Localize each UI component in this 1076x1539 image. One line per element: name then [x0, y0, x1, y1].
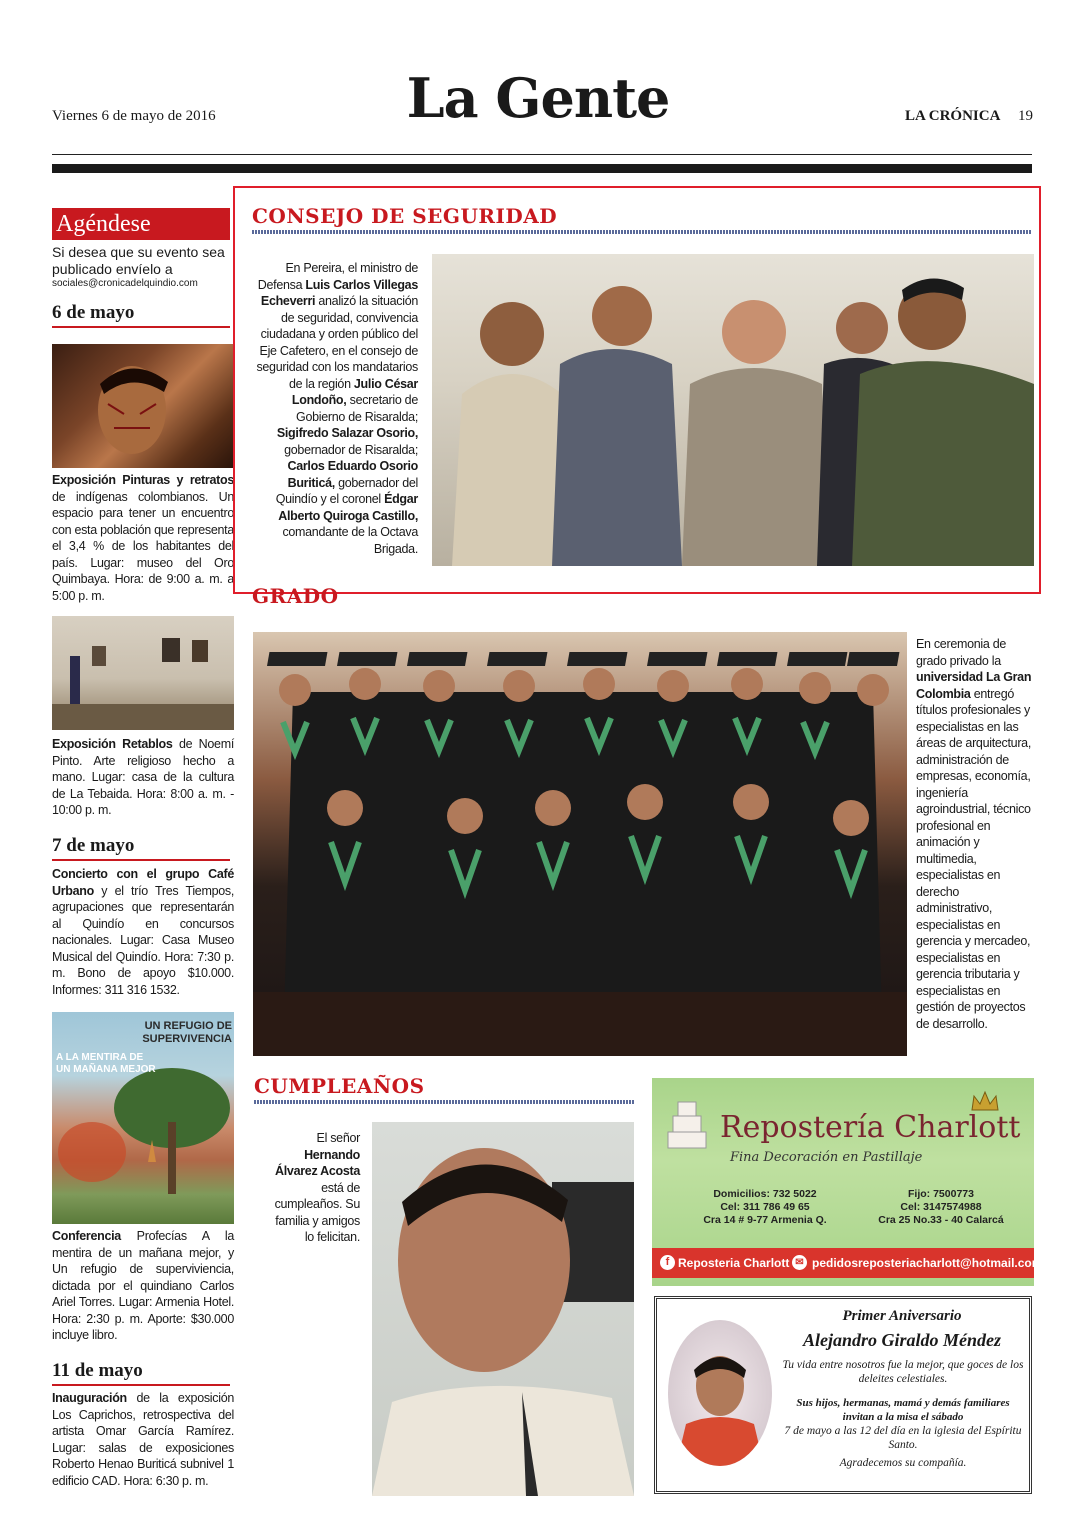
event-2-title: Exposición Retablos: [52, 737, 173, 751]
cumple-heading: CUMPLEAÑOS: [254, 1074, 425, 1098]
reposteria-title: Repostería Charlott: [720, 1110, 1021, 1145]
page-number: 19: [1018, 108, 1033, 124]
grado-caption: En ceremonia de grado privado la universidad La Gran Colombia entregó títulos profesionales y especialistas en las áreas de arquitectura, administración de empresas, economía, ingeniería agroindustrial, técnico profesional en animación y multimedia, especialistas en derecho administrativo, especialistas en gerencia y mercadeo, especialistas en gerencia tributaria y especialistas en gestión de proyectos de desarrollo.: [916, 637, 1032, 1031]
header-rule-thin: [52, 154, 1032, 155]
consejo-caption: En Pereira, el ministro de Defensa Luis Carlos Villegas Echeverri analizó la situación de seguridad, convivencia ciudadana y orden público del Eje Cafetero, en el consejo de seguridad con los mandatarios de la región Julio César Londoño, secretario de Gobierno de Risaralda; Sigifredo Salazar Osorio, gobernador de Risaralda; Carlos Eduardo Osorio Buriticá, gobernador del Quindío y el coronel Édgar Alberto Quiroga Castillo, comandante de la Octava Brigada.: [256, 261, 418, 556]
event-4-text: [52, 1228, 234, 1344]
anniversary-title: Primer Aniversario: [842, 1308, 962, 1324]
reposteria-social-bar: [652, 1248, 1043, 1278]
conference-poster-image: [52, 1012, 234, 1224]
anniversary-name: Alejandro Giraldo Méndez: [802, 1330, 1002, 1350]
graduation-group-photo: [253, 632, 907, 1056]
consejo-rule: [252, 230, 1032, 234]
header-rule-thick: [52, 164, 1032, 173]
event-1-text: [52, 472, 234, 604]
facebook-icon: f: [660, 1255, 675, 1270]
agenda-intro: Si desea que su evento sea publicado envíelo a: [52, 244, 225, 277]
anniversary-line-4: Agradecemos su compañía.: [839, 1457, 967, 1469]
birthday-portrait-photo: [372, 1122, 634, 1496]
mail-icon: ✉: [792, 1255, 807, 1270]
page-date: Viernes 6 de mayo de 2016: [52, 108, 216, 124]
reposteria-contact-right: Fijo: 7500773 Cel: 3147574988 Cra 25 No.33 - 40 Calarcá: [878, 1188, 1004, 1226]
day-heading-7-mayo: 7 de mayo: [52, 835, 230, 861]
newspaper-name: LA CRÓNICA: [905, 108, 1001, 124]
event-2-body: de Noemí Pinto. Arte religioso hecho a mano. Lugar: casa de la cultura de La Tebaida. Hora: 8:00 a. m. - 10:00 p. m.: [52, 737, 234, 817]
event-3-title: Concierto con el grupo Café Urbano: [52, 867, 234, 898]
event-3-body: y el trío Tres Tiempos, agrupaciones que representarán al Quindío en concursos nacionales. Lugar: Casa Museo Musical del Quindío. Hora: 7:30 p. m. Bono de apoyo $10.000. Informes: 311 316 1532.: [52, 883, 234, 997]
indigenous-portrait-image: [52, 344, 234, 468]
memorial-portrait: [668, 1320, 772, 1466]
agenda-email: sociales@cronicadelquindio.com: [52, 278, 198, 289]
event-2-text: [52, 736, 234, 819]
event-5-title: Inauguración: [52, 1391, 127, 1405]
reposteria-subtitle: Fina Decoración en Pastillaje: [730, 1150, 923, 1165]
consejo-heading: CONSEJO DE SEGURIDAD: [252, 204, 558, 228]
consejo-group-photo: [432, 254, 1034, 566]
anniversary-line-1: Tu vida entre nosotros fue la mejor, que goces de los deleites celestiales.: [782, 1359, 1024, 1385]
event-3-text: [52, 866, 234, 998]
agenda-title: Agéndese: [52, 208, 230, 240]
anniversary-line-2: Sus hijos, hermanas, mamá y demás familiares invitan a la misa el sábado: [796, 1397, 1010, 1423]
event-4-title: Conferencia: [52, 1229, 121, 1243]
retablos-exhibition-image: [52, 616, 234, 730]
cumple-caption: El señor Hernando Álvarez Acosta está de cumpleaños. Su familia y amigos lo felicitan.: [274, 1131, 360, 1244]
day-heading-11-mayo: 11 de mayo: [52, 1360, 230, 1386]
event-1-body: de indígenas colombianos. Un espacio para tener un encuentro con esta población que representa el 3,4 % de los habitantes del país. Lugar: museo del Oro Quimbaya. Hora: de 9:00 a. m. a 5:00 p. m.: [52, 489, 234, 603]
cake-icon: [662, 1092, 712, 1152]
email-address: pedidosreposteriacharlott@hotmail.com: [812, 1256, 1043, 1270]
cumple-rule: [254, 1100, 634, 1104]
event-1-title: Exposición Pinturas y retratos: [52, 473, 234, 487]
poster-title-2: A LA MENTIRA DE UN MAÑANA MEJOR: [56, 1052, 156, 1075]
day-heading-6-mayo: 6 de mayo: [52, 302, 230, 328]
grado-heading: GRADO: [252, 584, 339, 608]
anniversary-line-3: 7 de mayo a las 12 del día en la iglesia del Espíritu Santo.: [784, 1425, 1022, 1451]
event-5-body: de la exposición Los Caprichos, retrospectiva del artista Omar García Ramírez. Lugar: salas de exposiciones Roberto Henao Buriticá subnivel 1 edificio CAD. Hora: 6:30 p. m.: [52, 1391, 234, 1488]
event-4-body: Profecías A la mentira de un mañana mejor, y Un refugio de superviviencia, dictada por el quindiano Carlos Ariel Torres. Lugar: Armenia Hotel. Hora: 2:30 p. m. Aporte: $30.000 incluye libro.: [52, 1229, 234, 1342]
poster-title-1: UN REFUGIO DE SUPERVIVENCIA: [142, 1020, 232, 1045]
reposteria-contact-left: Domicilios: 732 5022 Cel: 311 786 49 65 Cra 14 # 9-77 Armenia Q.: [703, 1188, 827, 1226]
section-title: La Gente: [406, 66, 670, 130]
event-5-text: [52, 1390, 234, 1489]
facebook-handle: Reposteria Charlott: [678, 1256, 790, 1270]
